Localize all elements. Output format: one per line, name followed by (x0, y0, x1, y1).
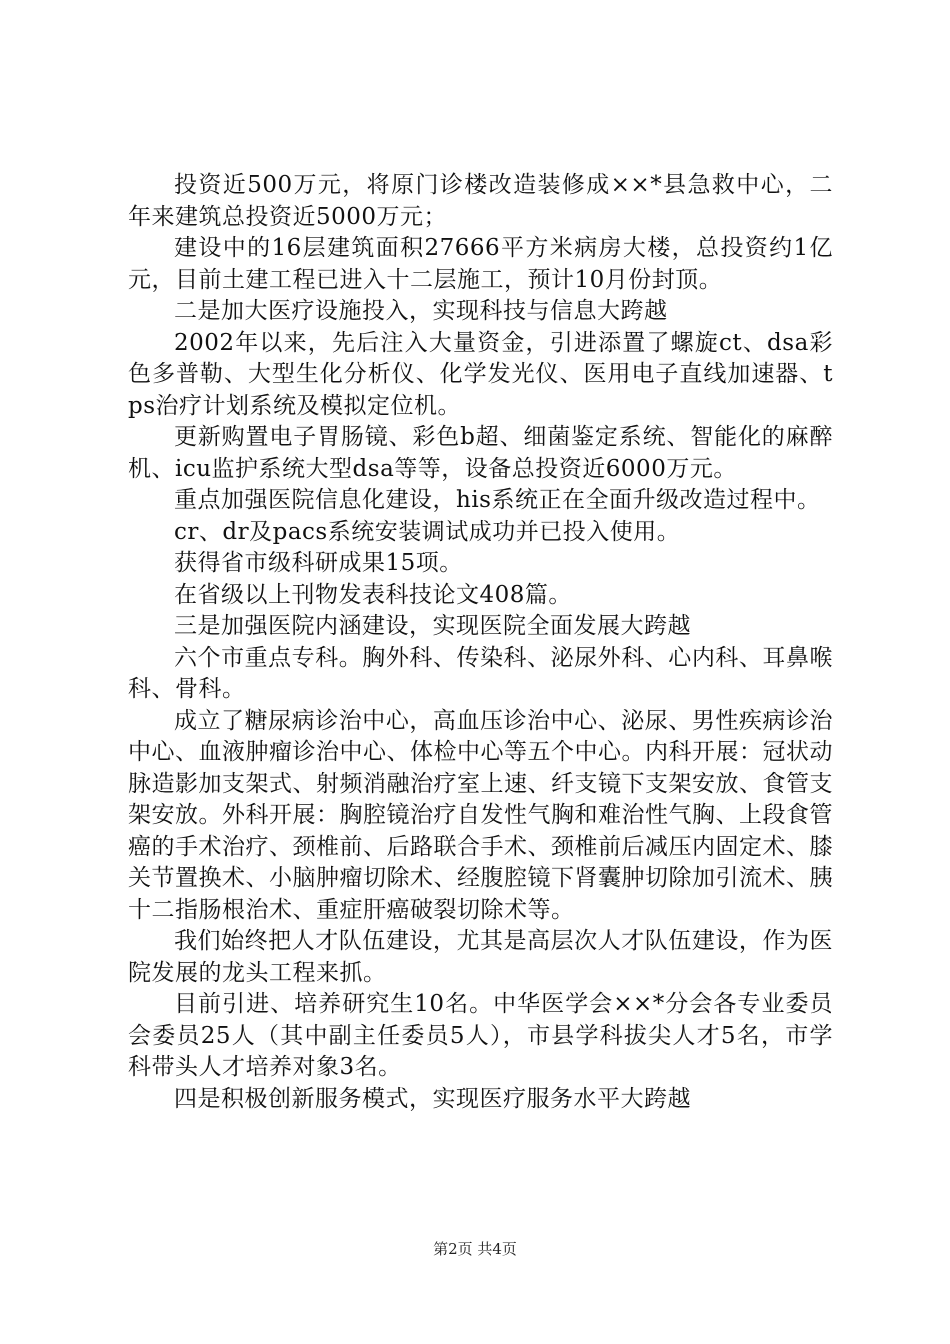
document-body (128, 170, 833, 1115)
paragraph: 在省级以上刊物发表科技论文408篇。 (174, 581, 572, 608)
paragraph: 我们始终把人才队伍建设，尤其是高层次人才队伍建设，作为医院发展的龙头工程来抓。 (128, 928, 833, 986)
paragraph: 更新购置电子胃肠镜、彩色b超、细菌鉴定系统、智能化的麻醉机、icu监护系统大型dsa等等，设备总投资近6000万元。 (128, 424, 833, 482)
paragraph: 获得省市级科研成果15项。 (174, 550, 463, 576)
paragraph: 目前引进、培养研究生10名。中华医学会××*分会各专业委员会委员25人（其中副主任委员5人），市县学科拔尖人才5名，市学科带头人才培养对象3名。 (128, 991, 833, 1080)
paragraph: 建设中的16层建筑面积27666平方米病房大楼，总投资约1亿元，目前土建工程已进入十二层施工，预计10月份封顶。 (128, 235, 833, 293)
paragraph: 六个市重点专科。胸外科、传染科、泌尿外科、心内科、耳鼻喉科、骨科。 (128, 644, 833, 702)
paragraph: cr、dr及pacs系统安装调试成功并已投入使用。 (174, 518, 681, 545)
paragraph: 投资近500万元，将原门诊楼改造装修成××*县急救中心，二年来建筑总投资近5000万元； (128, 172, 833, 230)
paragraph: 2002年以来，先后注入大量资金，引进添置了螺旋ct、dsa彩色多普勒、大型生化分析仪、化学发光仪、医用电子直线加速器、tps治疗计划系统及模拟定位机。 (128, 329, 833, 419)
paragraph: 成立了糖尿病诊治中心，高血压诊治中心、泌尿、男性疾病诊治中心、血液肿瘤诊治中心、体检中心等五个中心。内科开展：冠状动脉造影加支架式、射频消融治疗室上速、纤支镜下支架安放、食管支架安放。外科开展：胸腔镜治疗自发性气胸和难治性气胸、上段食管癌的手术治疗、颈椎前、后路联合手术、颈椎前后减压内固定术、膝关节置换术、小脑肿瘤切除术、经腹腔镜下肾囊肿切除加引流术、胰十二指肠根治术、重症肝癌破裂切除术等。 (128, 707, 833, 923)
section-heading: 二是加大医疗设施投入，实现科技与信息大跨越 (174, 298, 668, 324)
section-heading: 三是加强医院内涵建设，实现医院全面发展大跨越 (174, 613, 691, 639)
page-number-footer: 第2页 共4页 (433, 1240, 517, 1258)
paragraph: 重点加强医院信息化建设，his系统正在全面升级改造过程中。 (174, 487, 821, 513)
section-heading: 四是积极创新服务模式，实现医疗服务水平大跨越 (174, 1085, 691, 1112)
